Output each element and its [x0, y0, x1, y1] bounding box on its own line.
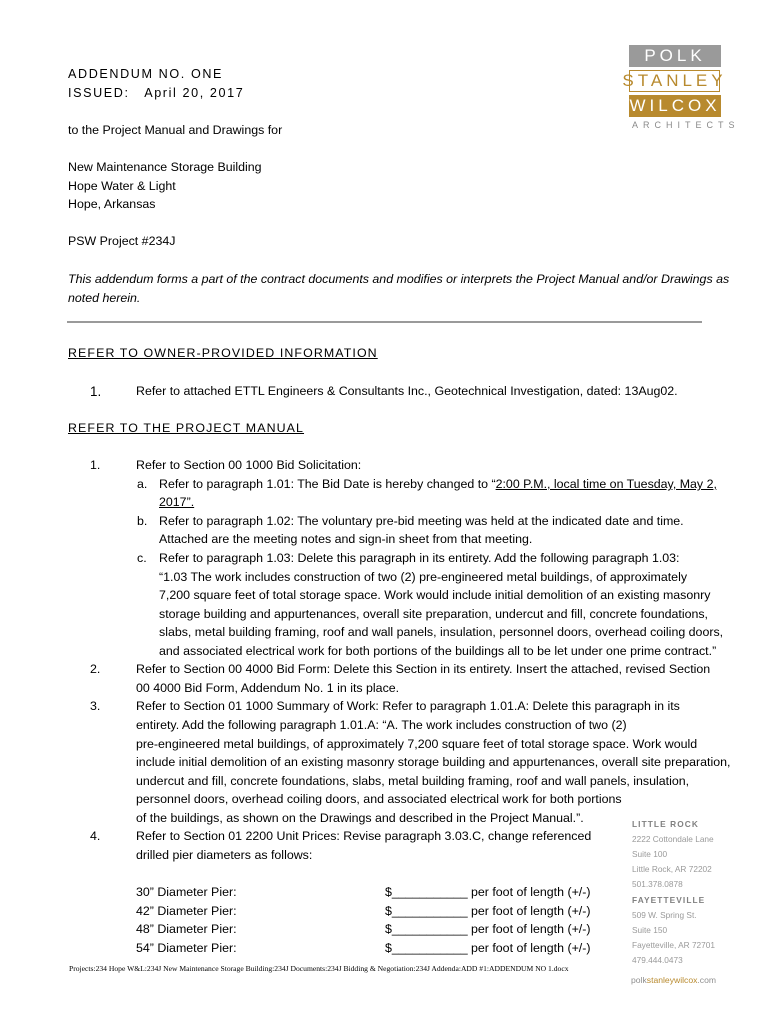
- office-address-line: 2222 Cottondale Lane: [632, 834, 714, 844]
- pm-item-1a-continued: 2017”.: [159, 495, 195, 509]
- logo-stanley: STANLEY: [622, 71, 727, 90]
- website-part: polk: [631, 975, 647, 985]
- pm-item-1-text: Refer to Section 00 1000 Bid Solicitation:: [136, 458, 362, 472]
- pm-item-3-line-4: include initial demolition of an existing masonry storage building and appurtenances, overall site preparation,: [136, 755, 731, 769]
- pm-item-4-line-2: drilled pier diameters as follows:: [136, 848, 313, 862]
- pm-item-4-line-1: Refer to Section 01 2200 Unit Prices: Revise paragraph 3.03.C, change referenced: [136, 829, 592, 843]
- logo-wilcox: WILCOX: [629, 96, 721, 115]
- pm-item-1b-line-2: Attached are the meeting notes and sign-in sheet from that meeting.: [159, 532, 533, 546]
- pier-label: 54” Diameter Pier:: [136, 941, 237, 955]
- addendum-title: ADDENDUM NO. ONE: [68, 67, 224, 81]
- website-link[interactable]: [631, 975, 716, 985]
- pm-item-1a-letter: a.: [137, 477, 148, 491]
- pm-item-1c-line-3: 7,200 square feet of total storage space. Work would include initial demolition of an existing masonry: [159, 588, 711, 602]
- pier-label: 42” Diameter Pier:: [136, 904, 237, 918]
- office-title: FAYETTEVILLE: [632, 895, 706, 905]
- pm-item-3-number: 3.: [90, 699, 101, 713]
- pm-item-1a-bid-date: 2:00 P.M., local time on Tuesday, May 2,: [495, 477, 717, 491]
- project-name: New Maintenance Storage Building: [68, 160, 262, 174]
- website-part: stanleywilcox: [646, 975, 698, 985]
- pm-item-1b-letter: b.: [137, 514, 148, 528]
- pm-item-3-line-3: pre-engineered metal buildings, of approximately 7,200 square feet of total storage space. Work would: [136, 737, 698, 751]
- office-address-line: Little Rock, AR 72202: [632, 864, 712, 874]
- issued-date: ISSUED: April 20, 2017: [68, 86, 245, 100]
- owner-item-number: 1.: [90, 384, 102, 399]
- pm-item-3-line-1: Refer to Section 01 1000 Summary of Work: Refer to paragraph 1.01.A: Delete this paragraph in its: [136, 699, 680, 713]
- office-address-line: 509 W. Spring St.: [632, 910, 697, 920]
- intro-line: to the Project Manual and Drawings for: [68, 123, 283, 137]
- pm-item-1c-line-1: Refer to paragraph 1.03: Delete this paragraph in its entirety. Add the following paragraph 1.03:: [159, 551, 680, 565]
- section-heading-project-manual: REFER TO THE PROJECT MANUAL: [68, 421, 305, 435]
- office-address-line: Fayetteville, AR 72701: [632, 940, 716, 950]
- pm-item-1c-letter: c.: [137, 551, 147, 565]
- pier-price-blank: $___________: [385, 941, 468, 955]
- logo-architects: ARCHITECTS: [632, 120, 740, 130]
- pier-unit: per foot of length (+/-): [471, 922, 591, 936]
- pier-label: 30” Diameter Pier:: [136, 885, 237, 899]
- project-location: Hope, Arkansas: [68, 197, 156, 211]
- logo-polk: POLK: [629, 45, 721, 67]
- pier-unit: per foot of length (+/-): [471, 885, 591, 899]
- pm-item-2-line-2: 00 4000 Bid Form, Addendum No. 1 in its place.: [136, 681, 400, 695]
- office-title: LITTLE ROCK: [632, 819, 699, 829]
- pm-item-3-line-5: undercut and fill, concrete foundations, slabs, metal building framing, roof and wall panels, insulation,: [136, 774, 690, 788]
- pm-item-3-line-6: personnel doors, overhead coiling doors, and associated electrical work for both portions: [136, 792, 622, 806]
- office-little-rock: [632, 817, 714, 892]
- pm-item-3-line-7: of the buildings, as shown on the Drawings and described in the Project Manual.”.: [136, 811, 584, 825]
- pm-item-2-line-1: Refer to Section 00 4000 Bid Form: Delete this Section in its entirety. Insert the attached, revised Section: [136, 662, 711, 676]
- pm-item-1c-line-6: and associated electrical work for both portions of the buildings all to be let under one prime contract.”: [159, 644, 717, 658]
- footer-file-path: Projects:234 Hope W&L:234J New Maintenance Storage Building:234J Documents:234J Bidding & Negotiation:234J Addenda:ADD #1:ADDENDUM NO 1.docx: [69, 964, 569, 973]
- office-phone: 479.444.0473: [632, 955, 683, 965]
- pier-label: 48” Diameter Pier:: [136, 922, 237, 936]
- website-part: .com: [697, 975, 717, 985]
- owner-item-text: Refer to attached ETTL Engineers & Consultants Inc., Geotechnical Investigation, dated: 13Aug02.: [136, 384, 678, 398]
- office-phone: 501.378.0878: [632, 879, 683, 889]
- pier-price-blank: $___________: [385, 885, 468, 899]
- divider-rule: [67, 321, 702, 323]
- addendum-statement-line-2: noted herein.: [68, 291, 141, 305]
- project-owner: Hope Water & Light: [68, 179, 176, 193]
- pm-item-1-number: 1.: [90, 458, 101, 472]
- pm-item-1c-line-5: slabs, metal building framing, roof and wall panels, insulation, personnel doors, overhead coiling doors,: [159, 625, 724, 639]
- office-address-line: Suite 100: [632, 849, 668, 859]
- pm-item-2-number: 2.: [90, 662, 101, 676]
- pm-item-1a-text: [159, 477, 717, 491]
- project-number: PSW Project #234J: [68, 234, 176, 248]
- pm-item-1c-line-2: “1.03 The work includes construction of two (2) pre-engineered metal buildings, of approximately: [159, 570, 688, 584]
- section-heading-owner-info: REFER TO OWNER-PROVIDED INFORMATION: [68, 346, 378, 360]
- pm-item-4-number: 4.: [90, 829, 101, 843]
- pm-item-1a-lead: Refer to paragraph 1.01: The Bid Date is hereby changed to “: [159, 477, 496, 491]
- pm-item-1c-line-4: storage building and appurtenances, overall site preparation, undercut and fill, concrete foundations,: [159, 607, 708, 621]
- pier-unit: per foot of length (+/-): [471, 941, 591, 955]
- office-fayetteville: [632, 893, 715, 968]
- pier-price-blank: $___________: [385, 904, 468, 918]
- addendum-statement-line-1: This addendum forms a part of the contract documents and modifies or interprets the Project Manual and/or Drawings as: [68, 272, 730, 286]
- pier-price-blank: $___________: [385, 922, 468, 936]
- office-address-line: Suite 150: [632, 925, 668, 935]
- pm-item-3-line-2: entirety. Add the following paragraph 1.01.A: “A. The work includes construction of two (2): [136, 718, 627, 732]
- pm-item-1b-line-1: Refer to paragraph 1.02: The voluntary pre-bid meeting was held at the indicated date and time.: [159, 514, 684, 528]
- pier-unit: per foot of length (+/-): [471, 904, 591, 918]
